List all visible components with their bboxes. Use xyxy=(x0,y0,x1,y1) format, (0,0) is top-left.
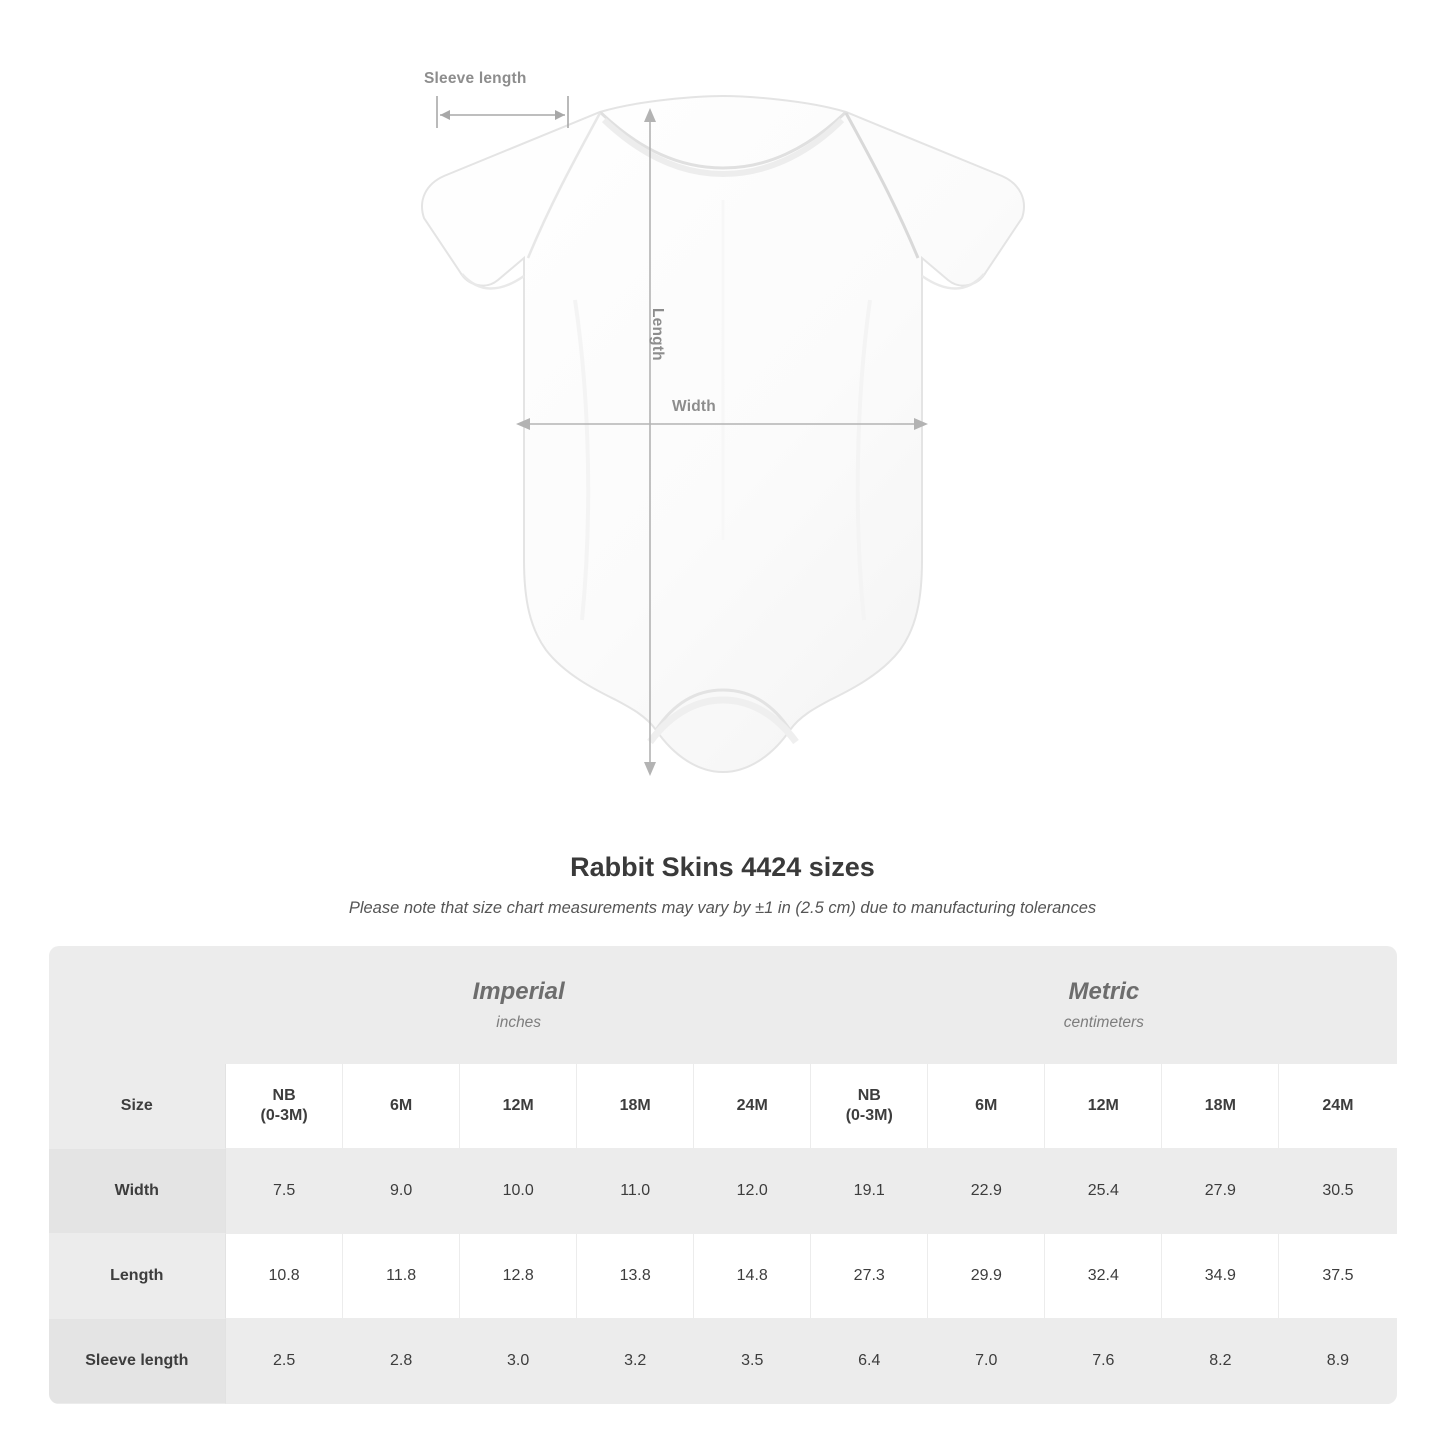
table-row xyxy=(49,1149,1397,1234)
cell-length-12m-cm: 32.4 xyxy=(1045,1234,1162,1319)
size-header-cell: Size xyxy=(49,1064,227,1149)
column-header-label: NB xyxy=(272,1087,296,1104)
column-header-nb-imperial xyxy=(226,1064,343,1149)
cell-width-18m-cm: 27.9 xyxy=(1162,1149,1279,1234)
column-header-12m-metric: 12M xyxy=(1045,1064,1162,1149)
column-header-label: NB xyxy=(857,1087,881,1104)
cell-sleeve-6m-in: 2.8 xyxy=(343,1319,460,1404)
tolerance-note: Please note that size chart measurements may vary by ±1 in (2.5 cm) due to manufacturing tolerances xyxy=(348,899,1097,917)
column-header-18m-metric: 18M xyxy=(1162,1064,1279,1149)
cell-sleeve-24m-cm: 8.9 xyxy=(1279,1319,1396,1404)
row-label-width: Width xyxy=(49,1149,227,1234)
column-header-sub: (0-3M) xyxy=(845,1107,893,1124)
title-block xyxy=(0,852,1445,918)
cell-width-6m-cm: 22.9 xyxy=(928,1149,1045,1234)
cell-width-24m-cm: 30.5 xyxy=(1279,1149,1396,1234)
column-header-18m-imperial: 18M xyxy=(577,1064,694,1149)
cell-width-6m-in: 9.0 xyxy=(343,1149,460,1234)
cell-sleeve-18m-cm: 8.2 xyxy=(1162,1319,1279,1404)
cell-length-24m-cm: 37.5 xyxy=(1279,1234,1396,1319)
cell-length-6m-in: 11.8 xyxy=(343,1234,460,1319)
cell-width-nb-cm: 19.1 xyxy=(811,1149,928,1234)
cell-length-nb-cm: 27.3 xyxy=(811,1234,928,1319)
cell-width-12m-in: 10.0 xyxy=(460,1149,577,1234)
column-header-6m-imperial: 6M xyxy=(343,1064,460,1149)
width-dimension-label: Width xyxy=(672,398,716,415)
row-label-sleeve-length: Sleeve length xyxy=(49,1319,227,1404)
length-dimension-label: Length xyxy=(649,308,666,361)
cell-sleeve-nb-cm: 6.4 xyxy=(811,1319,928,1404)
column-header-row xyxy=(49,1064,1397,1149)
column-header-24m-metric: 24M xyxy=(1279,1064,1396,1149)
page-title: Rabbit Skins 4424 sizes xyxy=(570,852,875,882)
sleeve-length-dimension-label: Sleeve length xyxy=(424,70,527,87)
column-header-24m-imperial: 24M xyxy=(694,1064,811,1149)
unit-group-imperial-sub: inches xyxy=(496,1013,542,1031)
size-table xyxy=(49,946,1397,1404)
unit-header-row xyxy=(49,946,1397,1064)
cell-length-18m-in: 13.8 xyxy=(577,1234,694,1319)
unit-group-metric-sub: centimeters xyxy=(1063,1013,1144,1031)
cell-width-18m-in: 11.0 xyxy=(577,1149,694,1234)
column-header-nb-metric xyxy=(811,1064,928,1149)
cell-sleeve-24m-in: 3.5 xyxy=(694,1319,811,1404)
corner-cell xyxy=(49,946,227,1064)
cell-sleeve-18m-in: 3.2 xyxy=(577,1319,694,1404)
cell-length-nb-in: 10.8 xyxy=(226,1234,343,1319)
table-row xyxy=(49,1234,1397,1319)
cell-sleeve-6m-cm: 7.0 xyxy=(928,1319,1045,1404)
unit-group-metric-name: Metric xyxy=(1068,978,1140,1006)
cell-length-18m-cm: 34.9 xyxy=(1162,1234,1279,1319)
cell-width-24m-in: 12.0 xyxy=(694,1149,811,1234)
unit-group-metric xyxy=(811,946,1396,1064)
unit-group-imperial-name: Imperial xyxy=(472,978,565,1006)
row-label-length: Length xyxy=(49,1234,227,1319)
cell-width-nb-in: 7.5 xyxy=(226,1149,343,1234)
cell-sleeve-12m-cm: 7.6 xyxy=(1045,1319,1162,1404)
size-table-wrapper xyxy=(49,946,1397,1404)
table-row xyxy=(49,1319,1397,1404)
cell-sleeve-12m-in: 3.0 xyxy=(460,1319,577,1404)
unit-group-imperial xyxy=(226,946,811,1064)
column-header-6m-metric: 6M xyxy=(928,1064,1045,1149)
cell-width-12m-cm: 25.4 xyxy=(1045,1149,1162,1234)
cell-length-12m-in: 12.8 xyxy=(460,1234,577,1319)
cell-length-24m-in: 14.8 xyxy=(694,1234,811,1319)
column-header-12m-imperial: 12M xyxy=(460,1064,577,1149)
column-header-sub: (0-3M) xyxy=(260,1107,308,1124)
cell-sleeve-nb-in: 2.5 xyxy=(226,1319,343,1404)
cell-length-6m-cm: 29.9 xyxy=(928,1234,1045,1319)
